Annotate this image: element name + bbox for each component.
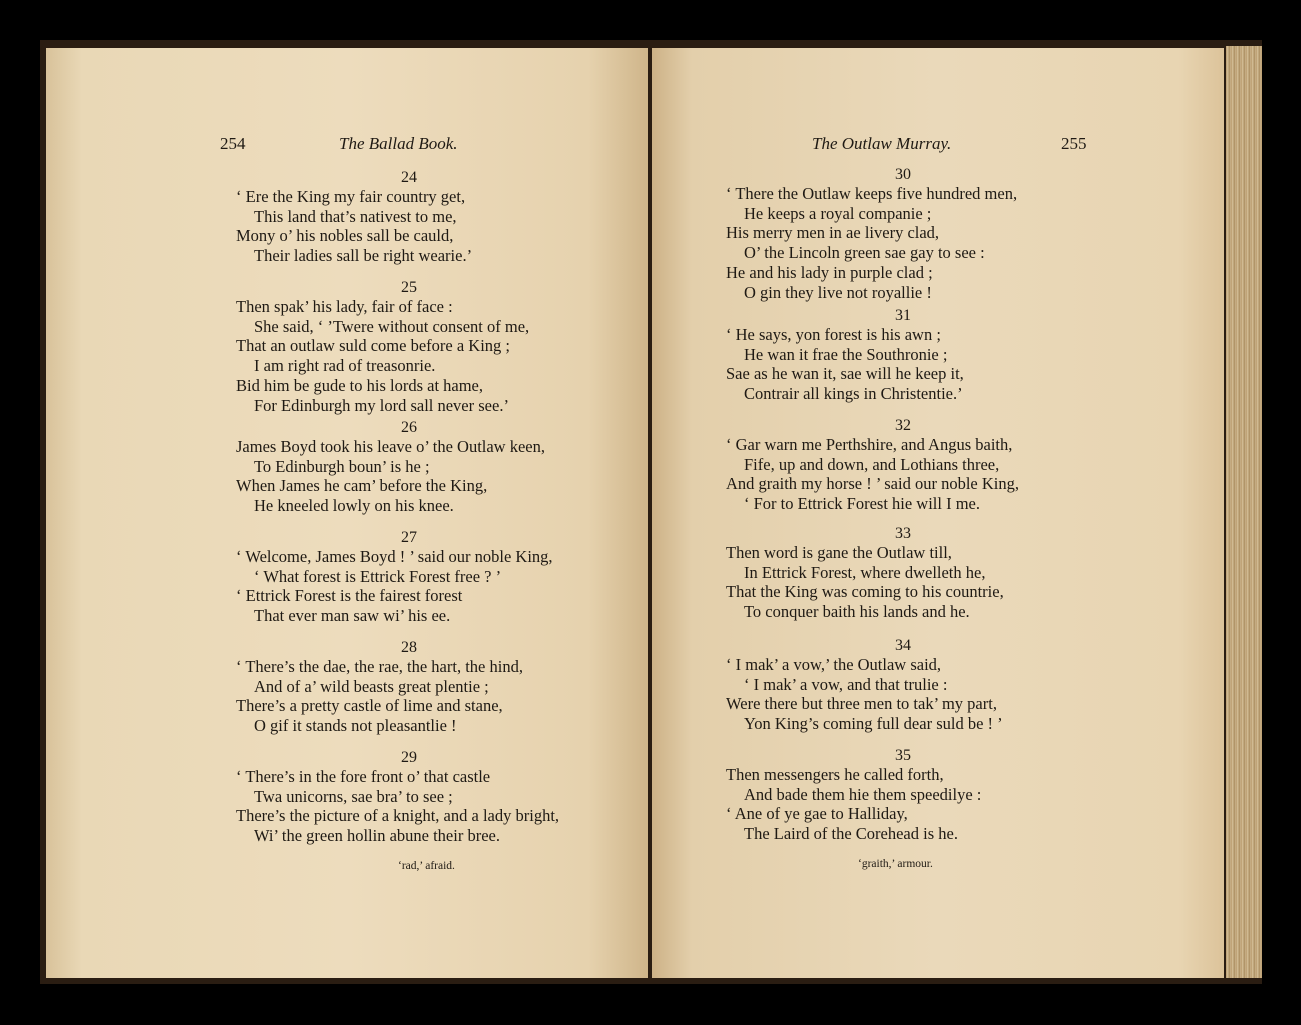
verse-line: That an outlaw suld come before a King ;: [236, 336, 510, 356]
stanza-number: 34: [895, 637, 911, 654]
verse-line: Then messengers he called forth,: [726, 765, 944, 784]
verse-line: Were there but three men to tak’ my part,: [726, 694, 997, 714]
verse-line: That ever man saw wi’ his ee.: [254, 606, 451, 626]
verse-line: He kneeled lowly on his knee.: [254, 496, 454, 516]
verse-line: Wi’ the green hollin abune their bree.: [254, 826, 500, 846]
stanza-number: 35: [895, 747, 911, 764]
stanza-number: 27: [401, 529, 417, 546]
verse-line: O gif it stands not pleasantlie !: [254, 716, 457, 736]
left-running-title: The Ballad Book.: [339, 134, 458, 153]
verse-line: Then word is gane the Outlaw till,: [726, 543, 952, 562]
stanza-number: 33: [895, 525, 911, 542]
verse-line: To Edinburgh boun’ is he ;: [254, 456, 430, 476]
verse-line: O gin they live not royallie !: [744, 282, 932, 302]
verse-line: ‘ Ere the King my fair country get,: [236, 187, 466, 206]
stanza-number: 30: [895, 166, 911, 183]
verse-line: ‘ There the Outlaw keeps five hundred men,: [726, 184, 1018, 203]
verse-line: He wan it frae the Southronie ;: [744, 344, 948, 364]
stanza-number: 26: [401, 419, 417, 436]
verse-line: That the King was coming to his countrie,: [726, 582, 1004, 602]
stanza: [726, 746, 981, 844]
verse-line: ‘ What forest is Ettrick Forest free ? ’: [254, 566, 502, 586]
verse-line: He and his lady in purple clad ;: [726, 262, 933, 282]
verse-line: Bid him be gude to his lords at hame,: [236, 375, 484, 395]
verse-line: Twa unicorns, sae bra’ to see ;: [254, 786, 453, 806]
verse-line: Then spak’ his lady, fair of face :: [236, 297, 453, 316]
verse-line: ‘ There’s in the fore front o’ that castle: [236, 767, 491, 786]
stanza: [726, 306, 964, 404]
stanza-number: 32: [895, 417, 911, 434]
verse-line: I am right rad of treasonrie.: [254, 356, 436, 376]
verse-line: ‘ Ettrick Forest is the fairest forest: [236, 586, 463, 606]
stanza: [236, 418, 545, 516]
stanza-number: 28: [401, 639, 417, 656]
verse-line: ‘ I mak’ a vow,’ the Outlaw said,: [726, 655, 942, 674]
right-running-title: The Outlaw Murray.: [812, 134, 952, 153]
verse-line: He keeps a royal companie ;: [744, 203, 932, 223]
verse-line: To conquer baith his lands and he.: [744, 602, 970, 622]
stanza: [236, 278, 529, 415]
verse-line: And bade them hie them speedilye :: [744, 784, 982, 804]
verse-line: ‘ For to Ettrick Forest hie will I me.: [744, 494, 981, 514]
verse-line: ‘ Gar warn me Perthshire, and Angus baith,: [726, 435, 1013, 454]
verse-line: Their ladies sall be right wearie.’: [254, 246, 473, 266]
verse-line: She said, ‘ ’Twere without consent of me,: [254, 316, 530, 336]
verse-line: ‘ Welcome, James Boyd ! ’ said our noble King,: [236, 547, 553, 566]
verse-line: ‘ Ane of ye gae to Halliday,: [726, 804, 908, 824]
verse-line: When James he cam’ before the King,: [236, 476, 488, 496]
verse-line: And graith my horse ! ’ said our noble King,: [726, 474, 1019, 494]
stanza-number: 29: [401, 749, 417, 766]
verse-line: This land that’s nativest to me,: [254, 206, 457, 226]
right-footnote: ‘graith,’ armour.: [858, 858, 933, 870]
verse-line: Sae as he wan it, sae will he keep it,: [726, 364, 964, 384]
left-footnote: ‘rad,’ afraid.: [398, 860, 455, 872]
right-page: [652, 48, 1224, 978]
stanza: [726, 524, 1004, 622]
stanza: [726, 165, 1017, 302]
open-book: [40, 40, 1262, 984]
verse-line: Yon King’s coming full dear suld be ! ’: [744, 714, 1003, 734]
left-page-number: 254: [220, 134, 246, 153]
stanza: [236, 168, 472, 266]
verse-line: In Ettrick Forest, where dwelleth he,: [744, 562, 986, 582]
verse-line: For Edinburgh my lord sall never see.’: [254, 395, 509, 415]
verse-line: ‘ He says, yon forest is his awn ;: [726, 325, 941, 344]
right-page-number: 255: [1061, 134, 1087, 153]
stanza: [236, 638, 523, 736]
verse-line: And of a’ wild beasts great plentie ;: [254, 676, 489, 696]
stanza: [726, 416, 1019, 514]
page-edges: [1226, 46, 1262, 978]
verse-line: James Boyd took his leave o’ the Outlaw keen,: [236, 437, 545, 456]
verse-line: Fife, up and down, and Lothians three,: [744, 454, 1000, 474]
verse-line: The Laird of the Corehead is he.: [744, 824, 958, 844]
verse-line: There’s a pretty castle of lime and stane,: [236, 696, 503, 716]
verse-line: ‘ I mak’ a vow, and that trulie :: [744, 674, 948, 694]
stanza-number: 31: [895, 307, 911, 324]
stanza: [236, 748, 559, 846]
verse-line: Mony o’ his nobles sall be cauld,: [236, 226, 454, 246]
stanza-number: 24: [401, 169, 417, 186]
stanza-number: 25: [401, 279, 417, 296]
left-page: [46, 48, 648, 978]
verse-line: His merry men in ae livery clad,: [726, 223, 940, 243]
verse-line: ‘ There’s the dae, the rae, the hart, the hind,: [236, 657, 523, 676]
verse-line: Contrair all kings in Christentie.’: [744, 384, 963, 404]
stanza: [236, 528, 553, 626]
verse-line: There’s the picture of a knight, and a lady bright,: [236, 806, 560, 826]
stanza: [726, 636, 1003, 734]
verse-line: O’ the Lincoln green sae gay to see :: [744, 243, 985, 263]
